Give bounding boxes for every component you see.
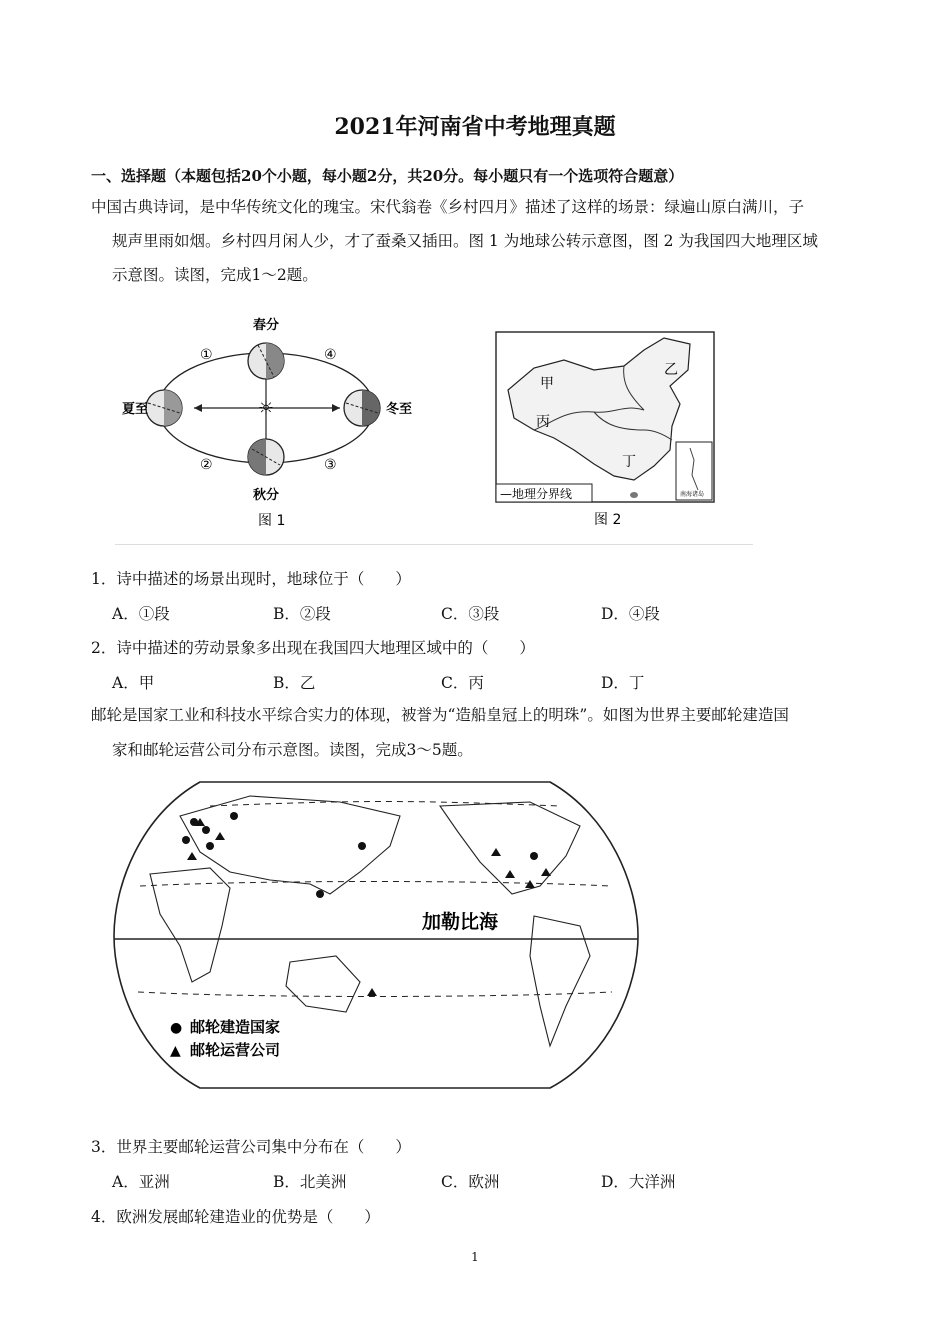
segment-1: ① (200, 347, 213, 363)
q1-option-a: A．①段 (112, 605, 170, 623)
label-caribbean: 加勒比海 (422, 911, 499, 933)
segment-4: ④ (324, 347, 337, 363)
label-spring: 春分 (252, 318, 280, 333)
q2-option-a: A．甲 (112, 674, 155, 692)
world-cruise-map (110, 776, 640, 1094)
q1-option-b: B．②段 (273, 605, 331, 623)
label-winter: 冬至 (386, 402, 413, 417)
q1-option-c: C．③段 (441, 605, 500, 623)
label-autumn: 秋分 (252, 488, 280, 503)
intro2-line2: 家和邮轮运营公司分布示意图。读图，完成3～5题。 (112, 741, 473, 759)
legend-builder-symbol: ● (170, 1020, 183, 1036)
q3-option-d: D．大洋洲 (601, 1173, 676, 1191)
figure-1-caption: 图 1 (258, 513, 286, 529)
q3-option-b: B．北美洲 (273, 1173, 347, 1191)
segment-3: ③ (324, 457, 337, 473)
sun-icon: ☼ (257, 398, 275, 419)
legend-operator-symbol: ▲ (170, 1043, 181, 1059)
inset-label: 南海诸岛 (680, 491, 705, 498)
question-4-stem: 4．欧洲发展邮轮建造业的优势是（ ） (91, 1208, 380, 1226)
page-title: 2021年河南省中考地理真题 (334, 114, 616, 140)
intro2-line1: 邮轮是国家工业和科技水平综合实力的体现，被誉为“造船皇冠上的明珠”。如图为世界主要邮轮建造国 (91, 706, 789, 724)
q2-option-b: B．乙 (273, 674, 316, 692)
q3-option-c: C．欧洲 (441, 1173, 500, 1191)
q2-option-c: C．丙 (441, 674, 484, 692)
globe-summer-icon (146, 390, 182, 426)
figure-2-china-regions (494, 330, 718, 530)
legend-builders: 邮轮建造国家 (190, 1018, 281, 1036)
region-ding: 丁 (622, 454, 636, 470)
question-3-stem: 3．世界主要邮轮运营公司集中分布在（ ） (91, 1138, 411, 1156)
figure-1-earth-orbit (108, 305, 448, 537)
intro1-line2: 规声里雨如烟。乡村四月闲人少，才了蚕桑又插田。图 1 为地球公转示意图，图 2 为我国四大地理区域 (112, 232, 818, 250)
q2-option-d: D．丁 (601, 674, 645, 692)
question-2-stem: 2．诗中描述的劳动景象多出现在我国四大地理区域中的（ ） (91, 639, 535, 657)
region-jia: 甲 (540, 376, 554, 392)
intro1-line1: 中国古典诗词，是中华传统文化的瑰宝。宋代翁卷《乡村四月》描述了这样的场景：绿遍山原白满川，子 (91, 198, 805, 216)
globe-autumn-icon (248, 439, 284, 475)
region-yi: 乙 (664, 362, 678, 378)
globe-winter-icon (344, 390, 380, 426)
q1-option-d: D．④段 (601, 605, 660, 623)
intro1-line3: 示意图。读图，完成1～2题。 (112, 266, 318, 284)
figure-2-caption: 图 2 (594, 512, 622, 528)
globe-spring-icon (248, 343, 284, 379)
label-summer: 夏至 (122, 402, 149, 417)
legend-operators: 邮轮运营公司 (190, 1041, 281, 1059)
segment-2: ② (200, 457, 213, 473)
page-number: 1 (471, 1250, 479, 1264)
divider (115, 544, 753, 545)
legend-boundary: —地理分界线 (500, 487, 573, 501)
q3-option-a: A．亚洲 (112, 1173, 170, 1191)
region-bing: 丙 (536, 414, 550, 430)
section-heading: 一、选择题（本题包括20个小题，每小题2分，共20分。每小题只有一个选项符合题意） (91, 167, 684, 185)
question-1-stem: 1．诗中描述的场景出现时，地球位于（ ） (91, 570, 411, 588)
